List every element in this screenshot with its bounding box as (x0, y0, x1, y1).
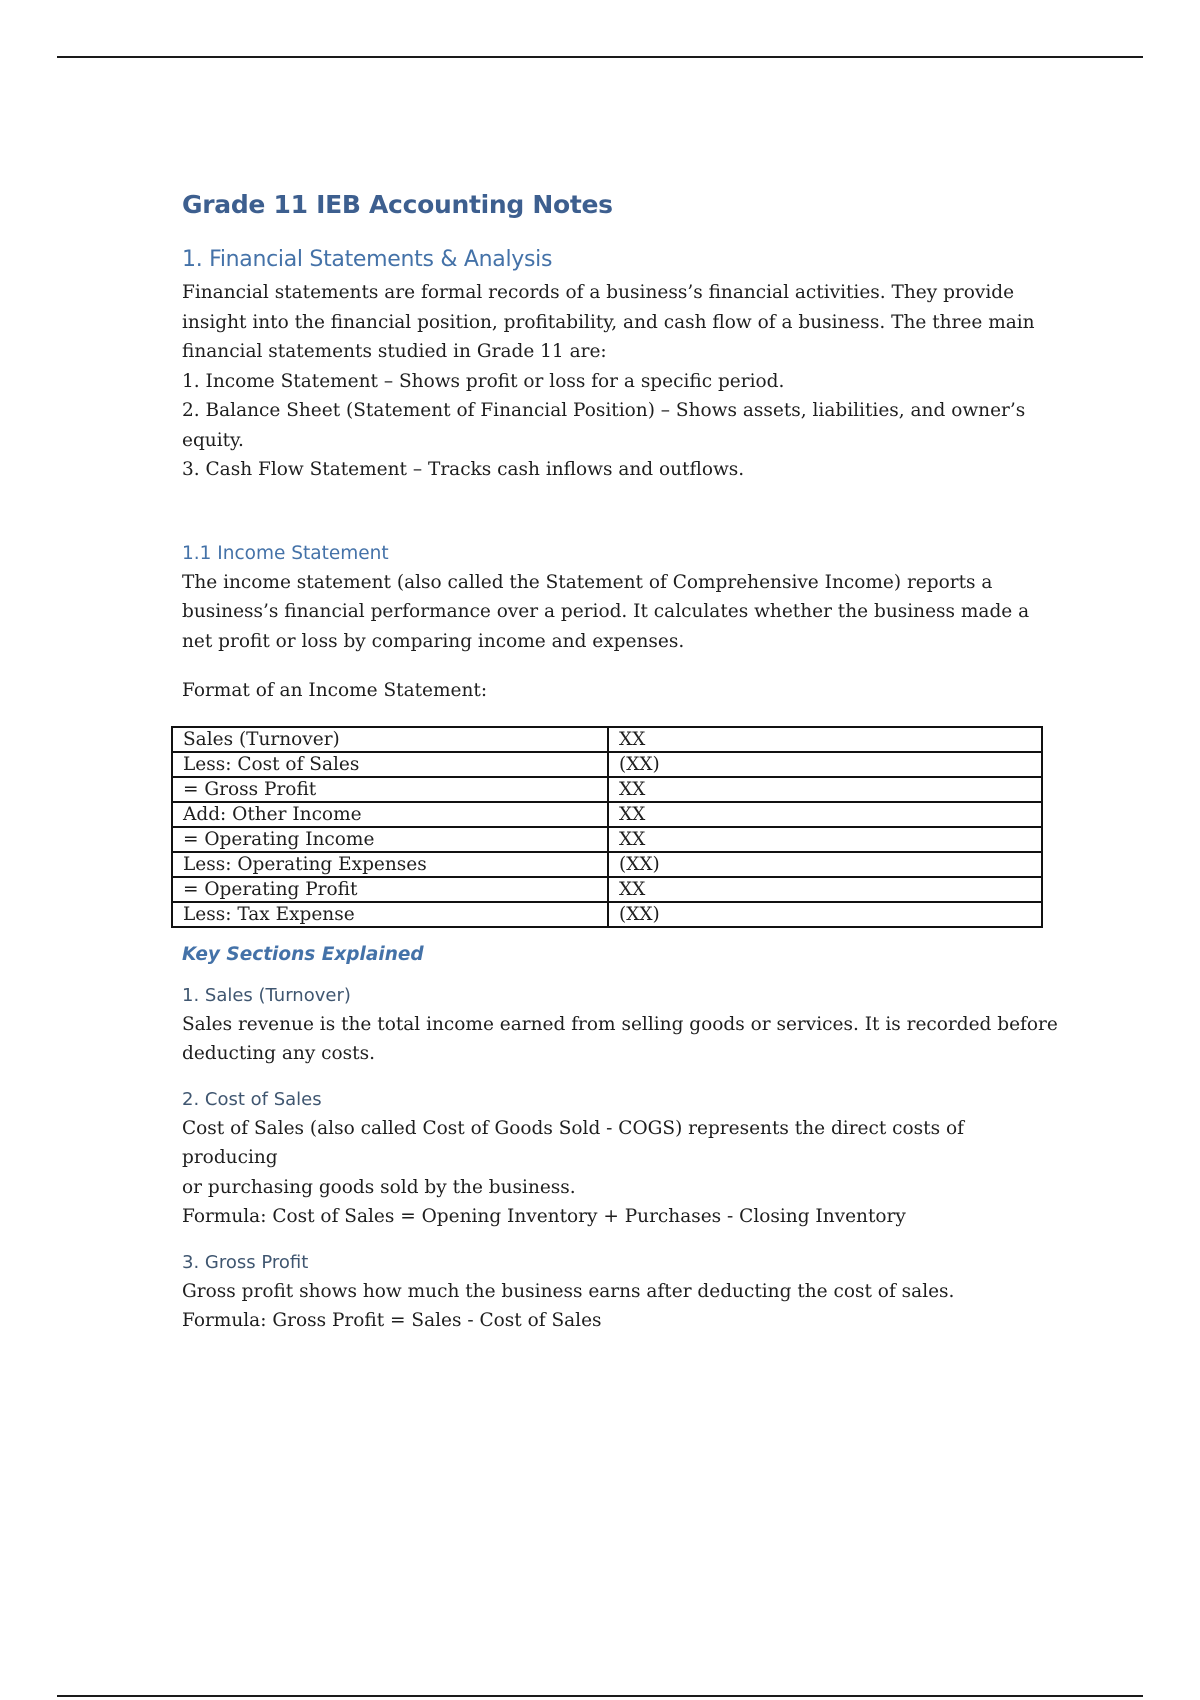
table-cell-amount: XX (608, 802, 1042, 827)
formula-line: Formula: Cost of Sales = Opening Inventory + Purchases - Closing Inventory (182, 1206, 906, 1227)
table-cell-item: = Operating Profit (172, 877, 608, 902)
table-row (172, 852, 1042, 877)
top-rule (57, 56, 1143, 58)
table-cell-amount: XX (608, 877, 1042, 902)
format-label: Format of an Income Statement: (182, 680, 488, 701)
paragraph-line: deducting any costs. (182, 1043, 375, 1064)
list-item: 1. Income Statement – Shows profit or loss for a specific period. (182, 370, 785, 392)
list-item: 3. Cash Flow Statement – Tracks cash inflows and outflows. (182, 459, 745, 480)
section-heading-financial-statements: 1. Financial Statements & Analysis (182, 247, 553, 272)
paragraph-line: net profit or loss by comparing income and expenses. (182, 630, 685, 652)
subsection-heading: 3. Gross Profit (182, 1251, 309, 1273)
list-item: 2. Balance Sheet (Statement of Financial Position) – Shows assets, liabilities, and owner’s (182, 400, 1026, 421)
statements-list (182, 367, 1062, 485)
list-item: equity. (182, 429, 244, 451)
subsection-heading: 2. Cost of Sales (182, 1088, 322, 1110)
paragraph-line: insight into the financial position, profitability, and cash flow of a business. The three main (182, 311, 1035, 333)
table-cell-amount: (XX) (608, 752, 1042, 777)
table-cell-amount: XX (608, 827, 1042, 852)
table-cell-item: = Gross Profit (172, 777, 608, 802)
table-cell-item: Sales (Turnover) (172, 727, 608, 752)
table-row (172, 727, 1042, 752)
formula-line: Formula: Gross Profit = Sales - Cost of Sales (182, 1310, 602, 1331)
paragraph-line: financial statements studied in Grade 11 are: (182, 341, 607, 362)
table-cell-amount: (XX) (608, 902, 1042, 927)
paragraph-line: Sales revenue is the total income earned from selling goods or services. It is recorded before (182, 1013, 1058, 1035)
paragraph-line: or purchasing goods sold by the business. (182, 1176, 576, 1198)
table-row (172, 877, 1042, 902)
paragraph-line: Financial statements are formal records of a business’s financial activities. They provide (182, 282, 1015, 303)
table-row (172, 777, 1042, 802)
table-cell-item: = Operating Income (172, 827, 608, 852)
table-cell-item: Less: Tax Expense (172, 902, 608, 927)
table-cell-item: Add: Other Income (172, 802, 608, 827)
table-cell-item: Less: Operating Expenses (172, 852, 608, 877)
bottom-rule (57, 1695, 1143, 1697)
paragraph-line: The income statement (also called the Statement of Comprehensive Income) reports a (182, 571, 993, 593)
table-cell-amount: (XX) (608, 852, 1042, 877)
table-cell-amount: XX (608, 727, 1042, 752)
subsection-sales (182, 985, 1062, 1069)
paragraph-line: Cost of Sales (also called Cost of Goods Sold - COGS) represents the direct costs of producing (182, 1117, 964, 1168)
table-cell-item: Less: Cost of Sales (172, 752, 608, 777)
document-body (182, 190, 1062, 1356)
paragraph-line: business’s financial performance over a period. It calculates whether the business made a (182, 601, 1030, 622)
document-title: Grade 11 IEB Accounting Notes (182, 190, 613, 219)
key-sections-heading: Key Sections Explained (182, 943, 424, 965)
table-row (172, 802, 1042, 827)
table-row (172, 752, 1042, 777)
subsection-heading-income-statement: 1.1 Income Statement (182, 542, 389, 564)
subsection-cost-of-sales (182, 1089, 1062, 1232)
table-row (172, 902, 1042, 927)
subsection-gross-profit (182, 1252, 1062, 1336)
subsection-heading: 1. Sales (Turnover) (182, 984, 351, 1006)
section-intro (182, 278, 1062, 367)
income-statement-table (171, 726, 1043, 928)
table-cell-amount: XX (608, 777, 1042, 802)
income-statement-intro (182, 568, 1062, 657)
table-row (172, 827, 1042, 852)
paragraph-line: Gross profit shows how much the business earns after deducting the cost of sales. (182, 1280, 955, 1302)
